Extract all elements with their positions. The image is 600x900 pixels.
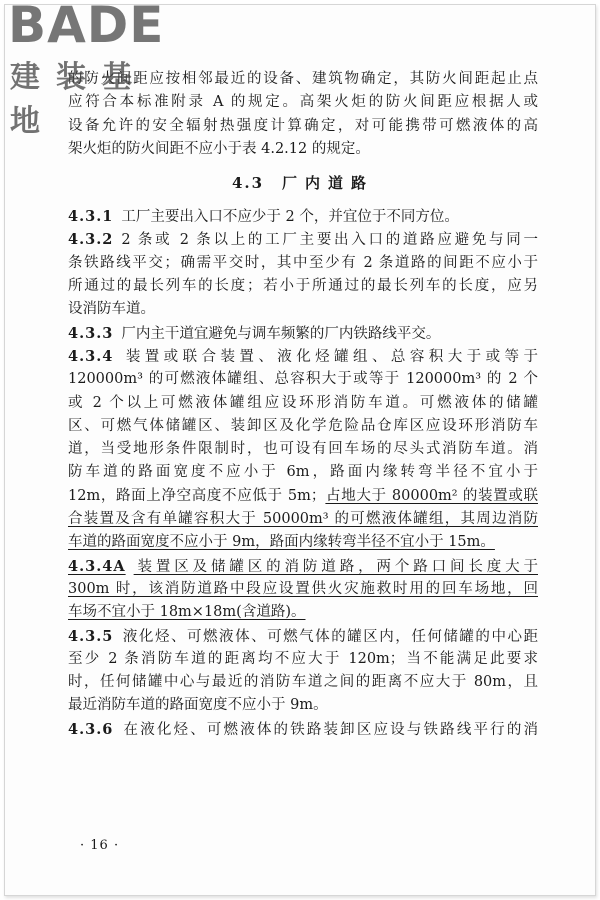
clause-number: 4.3.3 xyxy=(68,324,114,342)
clause-4-3-1 xyxy=(68,205,538,228)
body-line: 120000m³ 的可燃液体罐组、总容积大于或等于 120000m³ 的 2 个 xyxy=(68,371,538,388)
body-line: 设消防车道。 xyxy=(68,301,155,318)
logo-brand: BADE xyxy=(8,0,165,54)
watermark-logo xyxy=(6,0,186,139)
clause-text: 厂内主干道宜避免与调车频繁的厂内铁路线平交。 xyxy=(121,325,441,342)
amended-line: 车道的路面宽度不应小于 9m，路面内缘转弯半径不宜小于 15m。 xyxy=(68,534,495,551)
clause-text: 2 条或 2 条以上的工厂主要出入口的道路应避免与同一 xyxy=(121,232,538,249)
clause-text: 装置或联合装置、液化烃罐组、总容积大于或等于 xyxy=(121,348,538,365)
amended-line: 合装置及含有单罐容积大于 50000m³ 的可燃液体罐组，其周边消防 xyxy=(68,511,538,528)
clause-text: 装置区及储罐区的消防道路，两个路口间长度大于 xyxy=(133,558,538,575)
page-number: · 16 · xyxy=(80,838,120,853)
body-line: 条铁路线平交；确需平交时，其中至少有 2 条道路的间距不应小于 xyxy=(68,254,538,271)
clause-4-3-5 xyxy=(68,625,538,648)
section-title: 厂内道路 xyxy=(282,174,375,193)
body-line: 时，任何储罐中心与最近的消防车道之间的距离不应大于 80m，且 xyxy=(68,674,538,691)
clause-number: 4.3.4A xyxy=(68,557,126,575)
body-line: 道，当受地形条件限制时，也可设有回车场的尽头式消防车道。消 xyxy=(68,441,538,458)
clause-number: 4.3.1 xyxy=(68,208,114,226)
body-text: 12m，路面上净空高度不应低于 5m； xyxy=(68,487,326,504)
body-line: 最近消防车道的路面宽度不应小于 9m。 xyxy=(68,697,328,714)
amended-text: 占地大于 80000m² 的装置或联 xyxy=(325,487,538,504)
section-number: 4.3 xyxy=(231,174,265,193)
body-line: 所通过的最长列车的长度；若小于所通过的最长列车的长度，应另 xyxy=(68,278,538,295)
logo-brand-cn: 建装基地 xyxy=(10,60,148,139)
body-line: 区、可燃气体储罐区、装卸区及化学危险品仓库区应设环形消防车 xyxy=(68,417,538,434)
clause-4-3-6 xyxy=(68,718,538,741)
clause-number: 4.3.6 xyxy=(68,720,114,738)
clause-text: 液化烃、可燃液体、可燃气体的罐区内，任何储罐的中心距 xyxy=(121,628,538,645)
body-line: 或 2 个以上可燃液体罐组应设环形消防车道。可燃液体的储罐 xyxy=(68,394,538,411)
body-line xyxy=(68,485,538,508)
document-body xyxy=(68,68,538,741)
body-line: 的防火间距应按相邻最近的设备、建筑物确定，其防火间距起止点 xyxy=(68,71,538,87)
body-line: 架火炬的防火间距不应小于表 4.2.12 的规定。 xyxy=(68,140,370,157)
clause-number: 4.3.4 xyxy=(68,347,114,365)
clause-number: 4.3.5 xyxy=(68,627,114,645)
clause-text: 工厂主要出入口不应少于 2 个，并宜位于不同方位。 xyxy=(121,209,459,226)
section-heading xyxy=(68,161,538,205)
clause-4-3-2 xyxy=(68,228,538,251)
clause-text: 在液化烃、可燃液体的铁路装卸区应设与铁路线平行的消 xyxy=(121,721,538,738)
body-line: 防车道的路面宽度不应小于 6m，路面内缘转弯半径不宜小于 xyxy=(68,464,538,481)
amended-line: 300m 时，该消防道路中段应设置供火灾施救时用的回车场地，回 xyxy=(68,580,538,597)
clause-4-3-3 xyxy=(68,322,538,345)
body-line: 至少 2 条消防车道的距离均不应大于 120m；当不能满足此要求 xyxy=(68,650,538,667)
clause-4-3-4 xyxy=(68,345,538,368)
amended-line: 车场不宜小于 18m×18m(含道路)。 xyxy=(68,604,306,621)
clause-4-3-4a xyxy=(68,555,538,578)
clause-number: 4.3.2 xyxy=(68,231,114,249)
body-line: 设备允许的安全辐射热强度计算确定，对可能携带可燃液体的高 xyxy=(68,117,538,134)
body-line: 应符合本标准附录 A 的规定。高架火炬的防火间距应根据人或 xyxy=(68,94,538,111)
